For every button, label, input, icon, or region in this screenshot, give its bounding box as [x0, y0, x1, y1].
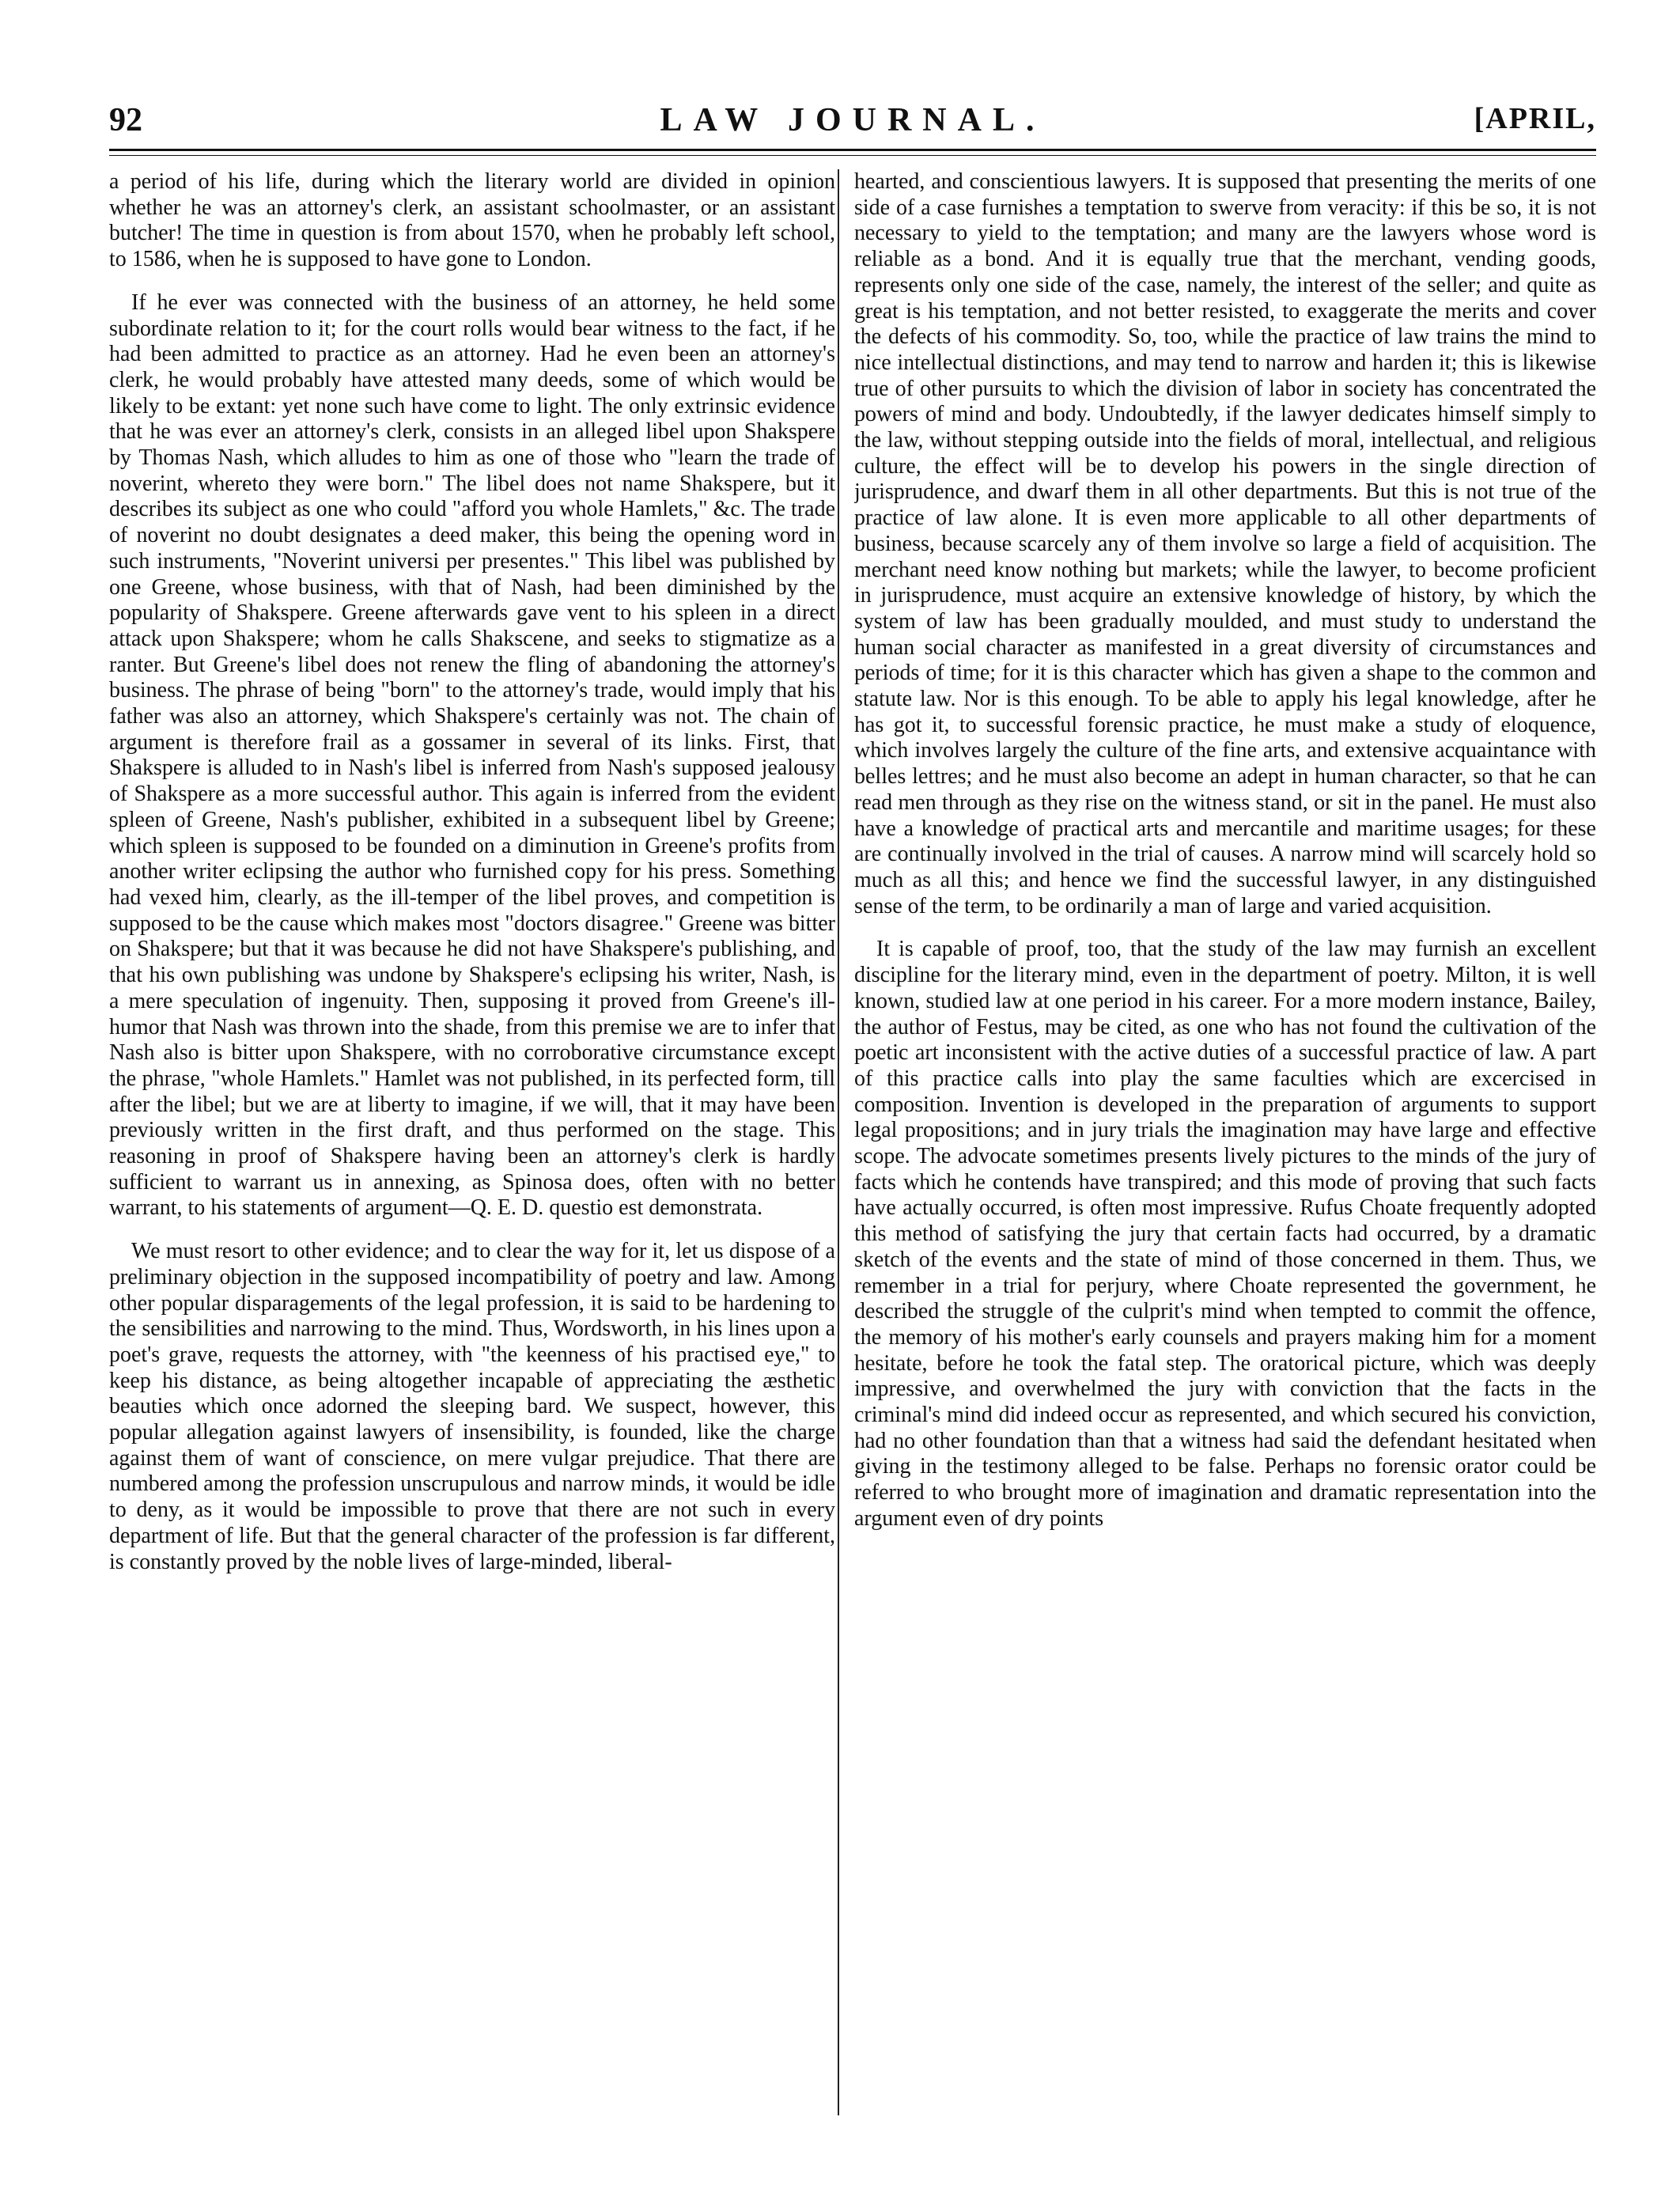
left-paragraph-2: If he ever was connected with the business of an attorney, he held some subordinate relation to it; for the court rolls would bear witness to the fact, if he had been admitted to practice as an attorney. Had he even been an attorney's clerk, he would probably have attested many deeds, some of which would be likely to be extant: yet none such have come to light. The only extrinsic evidence that he was ever an attorney's clerk, consists in an alleged libel upon Shakspere by Thomas Nash, which alludes to him as one of those who "learn the trade of noverint, whereto they were born." The libel does not name Shakspere, but it describes its subject as one who could "afford you whole Hamlets," &c. The trade of noverint no doubt designates a deed maker, this being the opening word in such instruments, "Noverint universi per presentes." This libel was published by one Greene, whose business, with that of Nash, had been diminished by the popularity of Shakspere. Greene afterwards gave vent to his spleen in a direct attack upon Shakspere; whom he calls Shakscene, and seeks to stigmatize as a ranter. But Greene's libel does not renew the fling of abandoning the attorney's business. The phrase of being "born" to the attorney's trade, would imply that his father was also an attorney, which Shakspere's certainly was not. The chain of argument is therefore frail as a gossamer in several of its links. First, that Shakspere is alluded to in Nash's libel is inferred from Nash's supposed jealousy of Shakspere as a more successful author. This again is inferred from the evident spleen of Greene, Nash's publisher, exhibited in a subsequent libel by Greene; which spleen is supposed to be founded on a diminution in Greene's profits from another writer eclipsing the author who furnished copy for his press. Something had vexed him, clearly, as the ill-temper of the libel proves, and competition is supposed to be the cause which makes most "doctors disagree." Greene was bitter on Shakspere; but that it was because he did not have Shakspere's publishing, and that his own publishing was undone by Shakspere's eclipsing his writer, Nash, is a mere speculation of ingenuity. Then, supposing it proved from Greene's ill-humor that Nash was thrown into the shade, from this premise we are to infer that Nash also is bitter upon Shakspere, with no corroborative circumstance except the phrase, "whole Hamlets." Hamlet was not published, in its perfected form, till after the libel; but we are at liberty to imagine, if we will, that it may have been previously written in the first draft, and thus performed on the stage. This reasoning in proof of Shakspere having been an attorney's clerk is hardly sufficient to warrant us in annexing, as Spinosa does, often with no better warrant, to his statements of argument—Q. E. D. questio est demonstrata. [109, 290, 835, 1221]
right-paragraph-1: hearted, and conscientious lawyers. It is supposed that presenting the merits of one side of a case furnishes a temptation to swerve from veracity: if this be so, it is not necessary to yield to the temptation; and many are the lawyers whose word is reliable as a bond. And it is equally true that the merchant, vending goods, represents only one side of the case, namely, the interest of the seller; and quite as great is his temptation, and not better resisted, to exaggerate the merits and cover the defects of his commodity. So, too, while the practice of law trains the mind to nice intellectual distinctions, and may tend to narrow and harden it; this is likewise true of other pursuits to which the division of labor in society has concentrated the powers of mind and body. Undoubtedly, if the lawyer dedicates himself simply to the law, without stepping outside into the fields of moral, intellectual, and religious culture, the effect will be to develop his powers in the single direction of jurisprudence, and dwarf them in all other departments. But this is not true of the practice of law alone. It is even more applicable to all other departments of business, because scarcely any of them involve so large a field of acquisition. The merchant need know nothing but markets; while the lawyer, to become proficient in jurisprudence, must acquire an extensive knowledge of history, by which the system of law has been gradually moulded, and must study to understand the human social character as manifested in a great diversity of circumstances and periods of time; for it is this character which has given a shape to the common and statute law. Nor is this enough. To be able to apply his legal knowledge, after he has got it, to successful forensic practice, he must make a study of eloquence, which involves largely the culture of the fine arts, and extensive acquaintance with belles lettres; and he must also become an adept in human character, so that he can read men through as they rise on the witness stand, or sit in the panel. He must also have a knowledge of practical arts and mercantile and maritime usages; for these are continually involved in the trial of causes. A narrow mind will scarcely hold so much as all this; and hence we find the successful lawyer, in any distinguished sense of the term, to be ordinarily a man of large and varied acquisition. [854, 169, 1596, 918]
left-paragraph-1: a period of his life, during which the literary world are divided in opinion whether he was an attorney's clerk, an assistant schoolmaster, or an assistant butcher! The time in question is from about 1570, when he probably left school, to 1586, when he is supposed to have gone to London. [109, 169, 835, 272]
header-rule-thick [109, 149, 1596, 151]
right-column [854, 169, 1596, 2115]
running-head: [APRIL, [1474, 102, 1596, 135]
header-rule-thin [109, 155, 1596, 156]
page-number: 92 [109, 102, 142, 138]
journal-title: LAW JOURNAL. [660, 102, 1046, 138]
column-divider [838, 169, 839, 2115]
left-column [109, 169, 835, 2115]
left-paragraph-3: We must resort to other evidence; and to clear the way for it, let us dispose of a preliminary objection in the supposed incompatibility of poetry and law. Among other popular disparagements of the legal profession, it is said to be hardening to the sensibilities and narrowing to the mind. Thus, Wordsworth, in his lines upon a poet's grave, requests the attorney, with "the keenness of his practised eye," to keep his distance, as being altogether incapable of appreciating the æsthetic beauties which once adorned the sleeping bard. We suspect, however, this popular allegation against lawyers of insensibility, is founded, like the charge against them of want of conscience, on mere vulgar prejudice. That there are numbered among the profession unscrupulous and narrow minds, it would be idle to deny, as it would be impossible to prove that there are not such in every department of life. But that the general character of the profession is far different, is constantly proved by the noble lives of large-minded, liberal- [109, 1239, 835, 1574]
right-paragraph-2: It is capable of proof, too, that the study of the law may furnish an excellent discipline for the literary mind, even in the department of poetry. Milton, it is well known, studied law at one period in his career. For a more modern instance, Bailey, the author of Festus, may be cited, as one who has not found the cultivation of the poetic art inconsistent with the active duties of a successful practice of law. A part of this practice calls into play the same faculties which are excercised in composition. Invention is developed in the preparation of arguments to support legal propositions; and in jury trials the imagination may have large and effective scope. The advocate sometimes presents lively pictures to the minds of the jury of facts which he contends have transpired; and this mode of proving that such facts have actually occurred, is often most impressive. Rufus Choate frequently adopted this method of satisfying the jury that certain facts had occurred, by a dramatic sketch of the events and the state of mind of those concerned in them. Thus, we remember in a trial for perjury, where Choate represented the government, he described the struggle of the culprit's mind when tempted to commit the offence, the memory of his mother's early counsels and prayers making him for a moment hesitate, before he took the fatal step. The oratorical picture, which was deeply impressive, and overwhelmed the jury with conviction that the facts in the criminal's mind did indeed occur as represented, and which secured his conviction, had no other foundation than that a witness had said the defendant hesitated when giving in the testimony alleged to be false. Perhaps no forensic orator could be referred to who brought more of imagination and dramatic representation into the argument even of dry points [854, 937, 1596, 1531]
page-header [109, 95, 1596, 147]
